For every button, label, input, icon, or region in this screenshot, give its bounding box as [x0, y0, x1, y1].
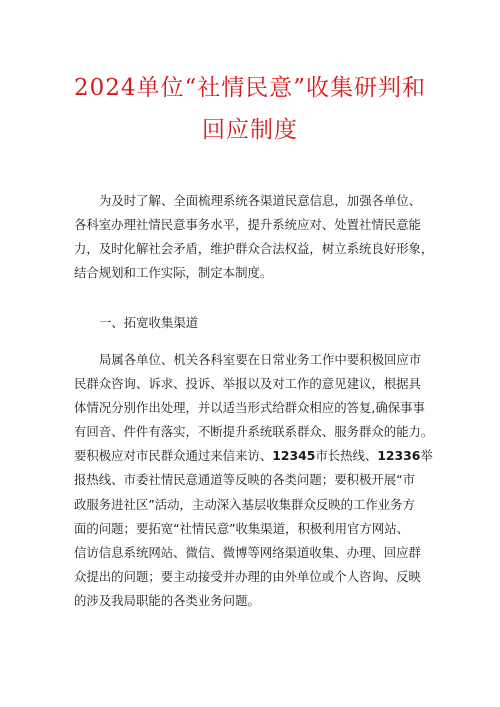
section-line: 面的问题；要拓宽“社情民意”收集渠道，积极利用官方网站、 [74, 520, 409, 536]
section-line: 体情况分别作出处理，并以适当形式给群众相应的答复,确保事事 [74, 400, 425, 416]
hotline-number: 12336 [377, 448, 421, 464]
section-heading [74, 311, 434, 335]
intro-line: 各科室办理社情民意事务水平，提升系统应对、处置社情民意能 [74, 217, 421, 233]
intro-paragraph [74, 189, 434, 285]
hotline-suffix: 举 [420, 448, 433, 464]
section-line: 的涉及我局职能的各类业务问题。 [74, 592, 260, 608]
intro-line: 力，及时化解社会矛盾，维护群众合法权益，树立系统良好形象， [74, 241, 434, 257]
section-line: 报热线、市委社情民意通道等反映的各类问题；要积极开展“市 [74, 472, 415, 488]
section-line: 局属各单位、机关各科室要在日常业务工作中要积极回应市 [99, 352, 422, 367]
section-line: 政服务进社区”活动，主动深入基层收集群众反映的工作业务方 [74, 496, 415, 512]
section-line: 信访信息系统网站、微信、微博等网络渠道收集、办理、回应群 [74, 544, 421, 560]
document-title-line-1: 2024单位“社情民意”收集研判和 [73, 75, 427, 101]
intro-line: 结合规划和工作实际，制定本制度。 [74, 265, 273, 281]
section-line: 民群众咨询、诉求、投诉、举报以及对工作的意见建议，根据具 [74, 376, 421, 392]
section-heading-text: 一、拓宽收集渠道 [99, 315, 199, 330]
section-line: 众提出的问题；要主动接受并办理的由外单位或个人咨询、反映 [74, 568, 421, 584]
section-line: 有回音、件件有落实，不断提升系统联系群众、服务群众的能力。 [74, 424, 434, 440]
section-line-text: 要积极应对市民群众通过来信来访、 [74, 448, 273, 464]
document-title-line-2: 回应制度 [202, 117, 298, 143]
hotline-suffix: 市长热线、 [315, 448, 378, 464]
hotline-number: 12345 [272, 448, 316, 464]
section-paragraph [74, 348, 434, 613]
intro-line: 为及时了解、全面梳理系统各渠道民意信息，加强各单位、 [99, 193, 422, 208]
section-line-with-hotlines [74, 444, 434, 468]
